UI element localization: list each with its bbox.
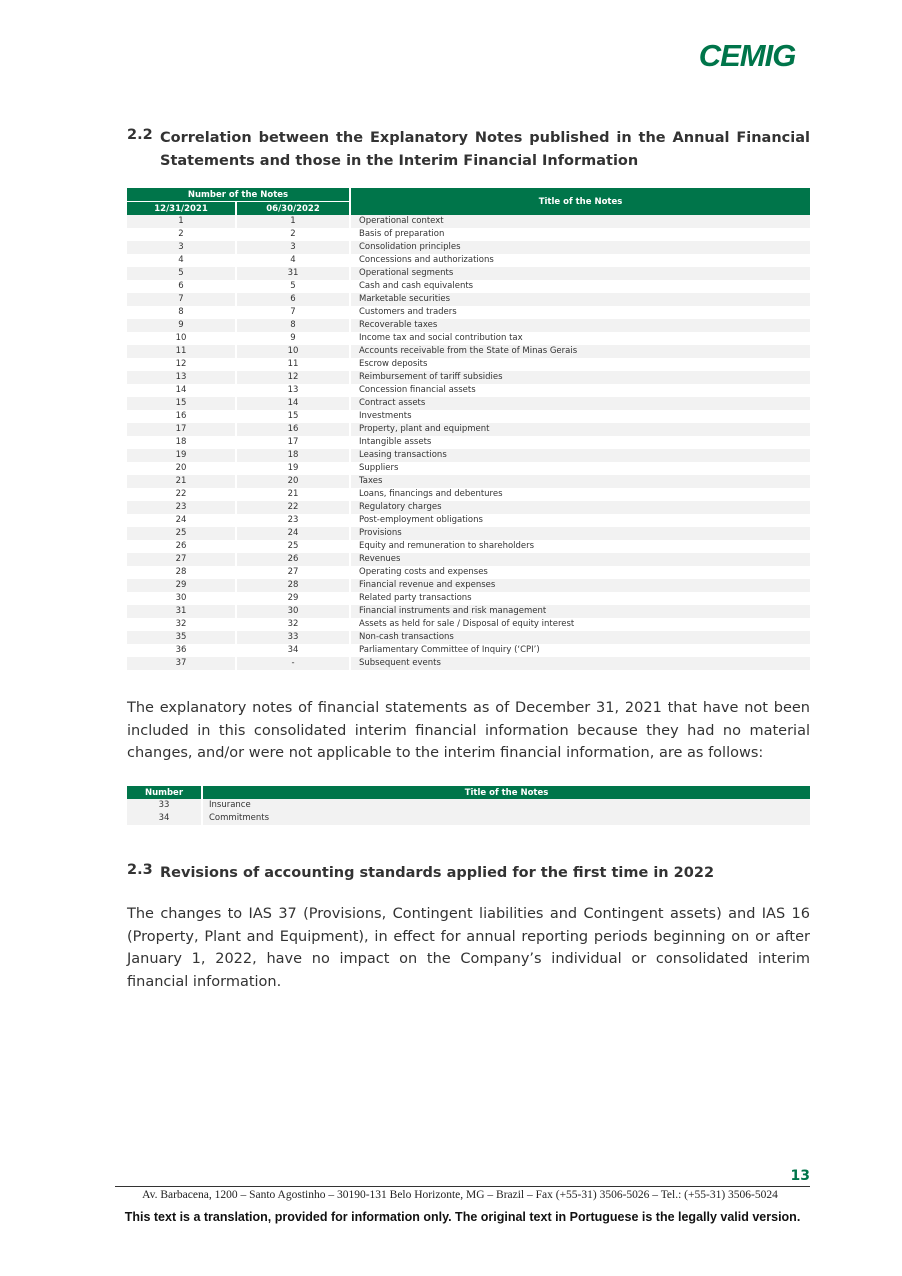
section-2-2-heading [127, 127, 810, 173]
note-2021-cell: 31 [127, 605, 235, 618]
number-of-notes-header: Number of the Notes [127, 188, 349, 202]
note-2021-cell: 32 [175, 619, 187, 629]
note-title-cell: Basis of preparation [359, 229, 445, 239]
note-title-cell: Investments [359, 411, 412, 421]
page-number: 13 [790, 1168, 810, 1184]
note-2021-cell: 8 [178, 307, 184, 317]
note-2022-cell: 25 [287, 541, 299, 551]
note-title-cell: Accounts receivable from the State of Minas Gerais [351, 345, 810, 358]
note-title-cell: Revenues [351, 553, 810, 566]
note-title-cell: Insurance [203, 799, 810, 812]
note-2022-cell: 7 [290, 307, 296, 317]
note-title-cell: Provisions [351, 527, 810, 540]
note-2022-cell: 14 [237, 397, 349, 410]
section-title: Correlation between the Explanatory Notes published in the Annual Financial Statements and those in the Interim Financial Information [160, 130, 810, 169]
note-title-cell: Consolidation principles [351, 241, 810, 254]
note-title-cell: Non-cash transactions [351, 631, 810, 644]
table-row [127, 540, 810, 553]
note-2021-cell: 19 [127, 449, 235, 462]
table-row [127, 501, 810, 514]
note-2022-cell: 10 [237, 345, 349, 358]
note-2022-cell: - [237, 657, 349, 670]
note-2021-cell: 5 [127, 267, 235, 280]
table-row [127, 384, 810, 397]
note-2022-cell: 21 [287, 489, 299, 499]
table-row [127, 306, 810, 319]
note-2021-cell: 6 [178, 281, 184, 291]
section-2-3-heading [127, 862, 810, 886]
note-title-cell: Income tax and social contribution tax [359, 333, 523, 343]
title-header: Title of the Notes [203, 786, 810, 799]
table-row [127, 397, 810, 410]
note-2021-cell: 25 [127, 527, 235, 540]
note-title-cell: Marketable securities [351, 293, 810, 306]
note-2022-cell: 22 [237, 501, 349, 514]
note-title-cell: Leasing transactions [351, 449, 810, 462]
table-row [127, 345, 810, 358]
note-title-cell: Recoverable taxes [351, 319, 810, 332]
table-row [127, 644, 810, 657]
table-row [127, 553, 810, 566]
note-title-cell: Taxes [351, 475, 810, 488]
note-2022-cell: 3 [237, 241, 349, 254]
title-of-notes-header: Title of the Notes [351, 188, 810, 215]
note-title-cell: Equity and remuneration to shareholders [359, 541, 535, 551]
section-number: 2.3 [127, 862, 153, 878]
table-row [127, 631, 810, 644]
note-title-cell: Property, plant and equipment [351, 423, 810, 436]
note-2022-cell: 9 [290, 333, 296, 343]
note-2021-cell: 37 [127, 657, 235, 670]
omitted-notes-table [125, 786, 812, 825]
col-2022-header: 06/30/2022 [237, 202, 349, 215]
note-2022-cell: 24 [237, 527, 349, 540]
note-2022-cell: 19 [287, 463, 299, 473]
note-2022-cell: 17 [287, 437, 299, 447]
table-row [127, 592, 810, 605]
note-title-cell: Post-employment obligations [359, 515, 483, 525]
note-2021-cell: 9 [127, 319, 235, 332]
table-row [127, 657, 810, 670]
table-row [127, 566, 810, 579]
table-row [127, 462, 810, 475]
note-2021-cell: 13 [127, 371, 235, 384]
note-2022-cell: 31 [237, 267, 349, 280]
footer-divider [115, 1186, 810, 1187]
note-title-cell: Escrow deposits [359, 359, 428, 369]
note-2022-cell: 1 [237, 215, 349, 228]
note-2022-cell: 11 [287, 359, 299, 369]
note-2021-cell: 22 [175, 489, 187, 499]
note-title-cell: Operational segments [351, 267, 810, 280]
table-row [127, 254, 810, 267]
note-title-cell: Cash and cash equivalents [359, 281, 474, 291]
note-title-cell: Reimbursement of tariff subsidies [351, 371, 810, 384]
note-2021-cell: 7 [127, 293, 235, 306]
note-2021-cell: 17 [127, 423, 235, 436]
note-2021-cell: 27 [127, 553, 235, 566]
table-row [127, 579, 810, 592]
note-2022-cell: 28 [237, 579, 349, 592]
note-2021-cell: 2 [178, 229, 184, 239]
table-row [127, 618, 810, 631]
svg-text:CEMIG: CEMIG [698, 38, 796, 70]
note-2022-cell: 23 [287, 515, 299, 525]
note-title-cell: Suppliers [359, 463, 399, 473]
note-2021-cell: 10 [175, 333, 187, 343]
note-title-cell: Assets as held for sale / Disposal of equity interest [359, 619, 575, 629]
note-2022-cell: 13 [287, 385, 299, 395]
note-2021-cell: 16 [175, 411, 187, 421]
note-2021-cell: 26 [175, 541, 187, 551]
note-title-cell: Related party transactions [359, 593, 472, 603]
note-2022-cell: 29 [287, 593, 299, 603]
translation-disclaimer: This text is a translation, provided for information only. The original text in Portuguese is the legally valid version. [124, 1210, 801, 1224]
note-title-cell: Financial revenue and expenses [351, 579, 810, 592]
note-2022-cell: 26 [237, 553, 349, 566]
note-2022-cell: 32 [287, 619, 299, 629]
company-address: Av. Barbacena, 1200 – Santo Agostinho – 30190-131 Belo Horizonte, MG – Brazil – Fax (+55-31) 3506-5026 – Tel.: (+55-31) 3506-5024 [142, 1189, 778, 1201]
note-number-cell: 33 [127, 799, 201, 812]
note-2021-cell: 21 [127, 475, 235, 488]
note-2021-cell: 3 [127, 241, 235, 254]
note-2022-cell: 5 [290, 281, 296, 291]
note-title-cell: Operating costs and expenses [359, 567, 488, 577]
note-2022-cell: 33 [237, 631, 349, 644]
note-2022-cell: 12 [237, 371, 349, 384]
col-2021-header: 12/31/2021 [127, 202, 235, 215]
note-title-cell: Commitments [203, 812, 810, 825]
note-2022-cell: 20 [237, 475, 349, 488]
table-row [127, 241, 810, 254]
note-2021-cell: 29 [127, 579, 235, 592]
note-title-cell: Customers and traders [359, 307, 457, 317]
note-2022-cell: 8 [237, 319, 349, 332]
note-2022-cell: 34 [287, 645, 299, 655]
note-2022-cell: 18 [237, 449, 349, 462]
table-row [127, 514, 810, 527]
table-row [127, 423, 810, 436]
note-2022-cell: 4 [290, 255, 296, 265]
note-2021-cell: 24 [175, 515, 187, 525]
note-title-cell: Concession financial assets [359, 385, 476, 395]
table-row [127, 812, 810, 825]
note-2021-cell: 15 [127, 397, 235, 410]
note-title-cell: Intangible assets [359, 437, 432, 447]
note-2021-cell: 12 [175, 359, 187, 369]
note-2021-cell: 30 [175, 593, 187, 603]
note-title-cell: Loans, financings and debentures [359, 489, 503, 499]
note-title-cell: Financial instruments and risk management [351, 605, 810, 618]
omitted-notes-paragraph: The explanatory notes of financial statements as of December 31, 2021 that have not been included in this consolidated interim financial information because they had no material changes, and/or were not applicable to the interim financial information, are as follows: [127, 700, 810, 761]
note-title-cell: Operational context [351, 215, 810, 228]
note-2021-cell: 11 [127, 345, 235, 358]
note-title-cell: Concessions and authorizations [359, 255, 494, 265]
note-title-cell: Subsequent events [351, 657, 810, 670]
note-2022-cell: 27 [287, 567, 299, 577]
section-number: 2.2 [127, 127, 153, 143]
section-title: Revisions of accounting standards applied for the first time in 2022 [160, 865, 715, 881]
note-number-cell: 34 [127, 812, 201, 825]
table-row [127, 410, 810, 423]
note-2022-cell: 16 [237, 423, 349, 436]
table-row [127, 215, 810, 228]
note-2021-cell: 35 [127, 631, 235, 644]
table-row [127, 436, 810, 449]
table-row [127, 475, 810, 488]
note-title-cell: Regulatory charges [351, 501, 810, 514]
number-header: Number [127, 786, 201, 799]
cemig-logo [687, 38, 807, 70]
note-2021-cell: 4 [178, 255, 184, 265]
note-2022-cell: 6 [237, 293, 349, 306]
table-row [127, 605, 810, 618]
note-title-cell: Parliamentary Committee of Inquiry (‘CPI’) [359, 645, 540, 655]
table-row [127, 527, 810, 540]
table-row [127, 267, 810, 280]
note-2021-cell: 20 [175, 463, 187, 473]
table-row [127, 293, 810, 306]
table-row [127, 799, 810, 812]
note-title-cell: Contract assets [351, 397, 810, 410]
notes-table-body [127, 215, 810, 670]
table-row [127, 332, 810, 345]
table-row [127, 488, 810, 501]
note-2021-cell: 36 [175, 645, 187, 655]
note-2021-cell: 1 [127, 215, 235, 228]
standards-revision-paragraph: The changes to IAS 37 (Provisions, Contingent liabilities and Contingent assets) and IAS 16 (Property, Plant and Equipment), in effect for annual reporting periods beginning on or after January 1, 2022, have no impact on the Company’s individual or consolidated interim financial information. [127, 906, 810, 990]
table-row [127, 280, 810, 293]
note-2021-cell: 14 [175, 385, 187, 395]
table-row [127, 228, 810, 241]
note-2021-cell: 23 [127, 501, 235, 514]
note-2022-cell: 2 [290, 229, 296, 239]
table-row [127, 371, 810, 384]
table-row [127, 449, 810, 462]
note-2021-cell: 18 [175, 437, 187, 447]
omitted-table-body [127, 799, 810, 825]
notes-correlation-table [125, 188, 812, 670]
note-2022-cell: 30 [237, 605, 349, 618]
table-row [127, 319, 810, 332]
note-2021-cell: 28 [175, 567, 187, 577]
table-row [127, 358, 810, 371]
note-2022-cell: 15 [287, 411, 299, 421]
